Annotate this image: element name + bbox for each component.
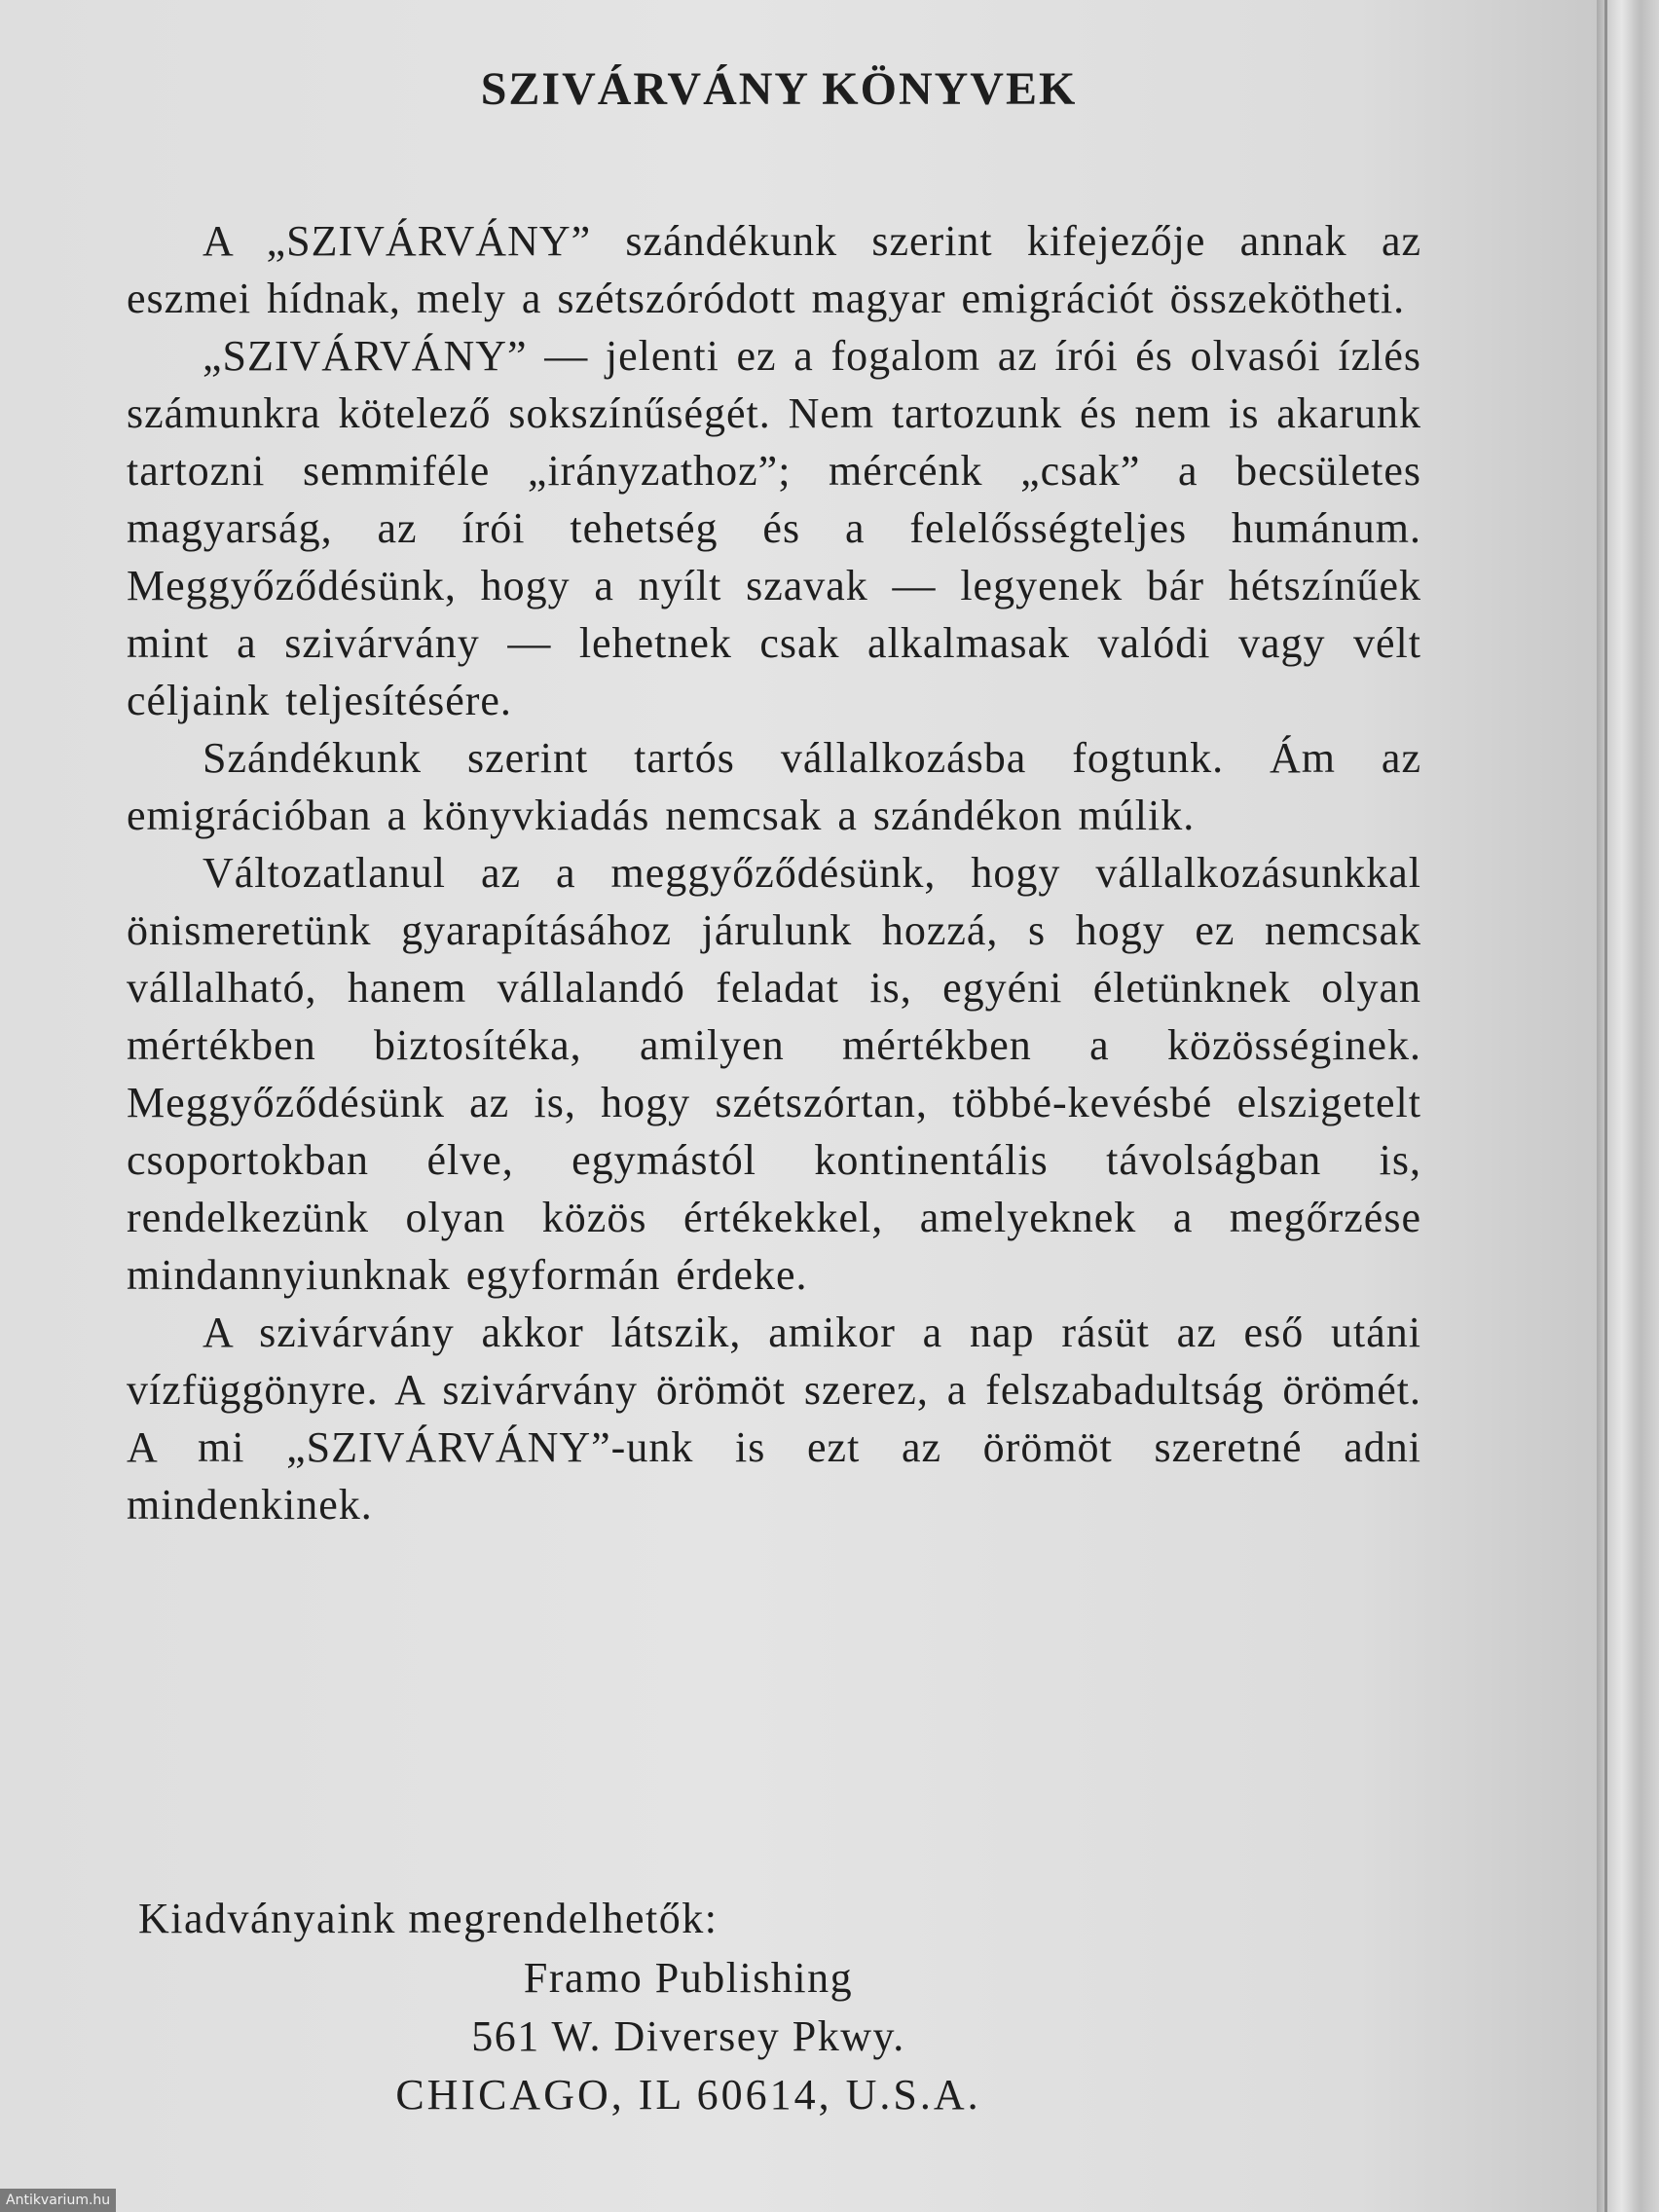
paragraph-4: Változatlanul az a meggyőződésünk, hogy vállalkozásunkkal önismeretünk gyarapításához járulunk hozzá, s hogy ez nemcsak vállalható, hanem vállalandó feladat is, egyéni életünknek olyan mértékben biztosítéka, amilyen mértékben a közösséginek. Meggyőződésünk az is, hogy szétszórtan, többé-kevésbé elszigetelt csoportokban élve, egymástól kontinentális távolságban is, rendelkezünk olyan közös értékekkel, amelyeknek a megőrzése mindannyiunknak egyformán érdeke. bbox=[127, 849, 1421, 1299]
paragraph-3: Szándékunk szerint tartós vállalkozásba fogtunk. Ám az emigrációban a könyvkiadás nemcsak a szándékon múlik. bbox=[127, 734, 1421, 839]
page-title: SZIVÁRVÁNY KÖNYVEK bbox=[480, 63, 1078, 115]
publisher-name: Framo Publishing bbox=[523, 1954, 854, 2002]
paragraph-1: A „SZIVÁRVÁNY” szándékunk szerint kifejezője annak az eszmei hídnak, mely a szétszóródott magyar emigrációt összekötheti. bbox=[127, 217, 1421, 322]
paragraph-5: A szivárvány akkor látszik, amikor a nap rásüt az eső utáni vízfüggönyre. A szivárvány örömöt szerez, a felszabadultság örömét. A mi „SZIVÁRVÁNY”-unk is ezt az örömöt szeretné adni mindenkinek. bbox=[127, 1309, 1421, 1529]
paragraph-2: „SZIVÁRVÁNY” — jelenti ez a fogalom az írói és olvasói ízlés számunkra kötelező sokszínűségét. Nem tartozunk és nem is akarunk tartozni semmiféle „irányzathoz”; mércénk „csak” a becsületes magyarság, az írói tehetség és a felelősségteljes humánum. Meggyőződésünk, hogy a nyílt szavak — legyenek bár hétszínűek mint a szivárvány — lehetnek csak alkalmasak valódi vagy vélt céljaink teljesítésére. bbox=[127, 332, 1421, 724]
body-text bbox=[127, 212, 1421, 1533]
order-info bbox=[138, 1891, 1404, 2124]
address-city: CHICAGO, IL 60614, U.S.A. bbox=[395, 2071, 981, 2119]
watermark: Antikvarium.hu bbox=[0, 2189, 116, 2212]
address-street: 561 W. Diversey Pkwy. bbox=[471, 2012, 905, 2060]
page-edge bbox=[1597, 0, 1659, 2212]
order-label: Kiadványaink megrendelhetők: bbox=[138, 1895, 719, 1942]
publisher-address bbox=[138, 1949, 1404, 2124]
